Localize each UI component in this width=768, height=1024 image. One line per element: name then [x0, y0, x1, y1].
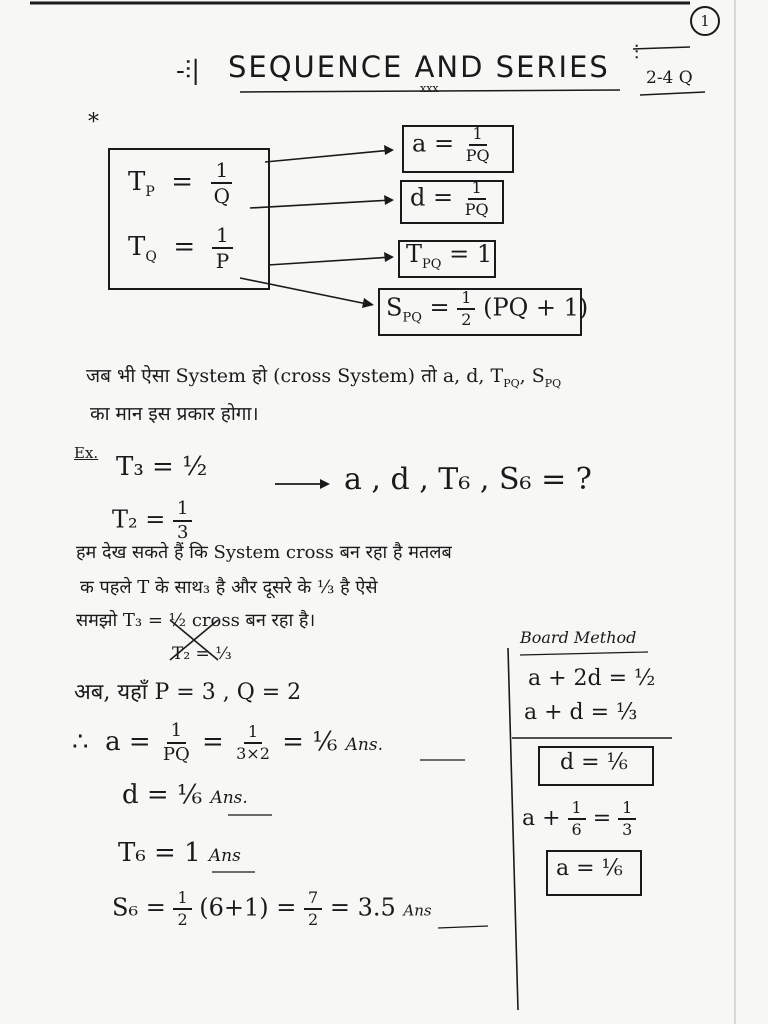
- board-eq3: a + $\frac{1}{6}$ = $\frac{1}{3}$: [522, 800, 636, 838]
- example-question: a , d , T₆ , S₆ = ?: [344, 462, 592, 497]
- result-spq: $S_{PQ}$ = $\frac{1}{2}$ (PQ + 1): [386, 288, 589, 329]
- example-t2: T₂ = $\frac{1}{3}$: [112, 500, 192, 542]
- board-d-result: d = ⅙: [560, 750, 628, 775]
- example-t3: T₃ = ½: [116, 452, 208, 482]
- result-tpq: $T_{PQ} = 1$: [406, 240, 493, 272]
- page-title: SEQUENCE AND SERIES: [228, 50, 610, 84]
- calc-d: d = ⅙ Ans.: [122, 780, 248, 810]
- calc-s6: S₆ = $\frac{1}{2}$ (6+1) = $\frac{7}{2}$ = 3.5 Ans: [112, 888, 432, 929]
- note-line-2: का मान इस प्रकार होगा।: [90, 403, 259, 425]
- title-ornament-right: ⫶: [634, 40, 639, 64]
- question-range: 2-4 Q: [646, 68, 693, 88]
- now-line: अब, यहाँ P = 3 , Q = 2: [74, 680, 302, 705]
- result-d: d = $\frac{1}{PQ}$: [410, 178, 489, 219]
- title-ornament: xxx: [420, 82, 439, 95]
- board-a-result: a = ⅙: [556, 856, 623, 881]
- board-eq2: a + d = ⅓: [524, 700, 638, 725]
- example-label: Ex.: [74, 444, 99, 462]
- explain-line-2: क पहले T के साथ₃ है और दूसरे के ⅓ है ऐसे: [80, 577, 378, 598]
- board-eq1: a + 2d = ½: [528, 666, 656, 691]
- star-mark: *: [88, 110, 99, 135]
- explain-line-3: समझो T₃ = ½ cross बन रहा है।: [76, 610, 316, 631]
- explain-line-1: हम देख सकते हैं कि System cross बन रहा है मतलब: [76, 542, 452, 563]
- cross-diagram: T₂ = ⅓: [172, 644, 232, 664]
- given-tq: $T_Q$ = $\frac{1}{P}$: [128, 225, 233, 271]
- board-title: Board Method: [520, 628, 637, 647]
- title-ornament-left: -⫶|: [176, 56, 201, 86]
- calc-t6: T₆ = 1 Ans: [118, 838, 241, 868]
- given-tp: $T_P$ = $\frac{1}{Q}$: [128, 160, 234, 206]
- result-a: a = $\frac{1}{PQ}$: [412, 124, 490, 165]
- note-line-1: जब भी ऐसा System हो (cross System) तो a, d, $T_{PQ}$, $S_{PQ}$: [86, 365, 562, 390]
- page-number: 1: [690, 6, 720, 36]
- calc-a: ∴ a = $\frac{1}{PQ}$ = $\frac{1}{3\times 2}$ = ⅙ Ans.: [72, 720, 384, 765]
